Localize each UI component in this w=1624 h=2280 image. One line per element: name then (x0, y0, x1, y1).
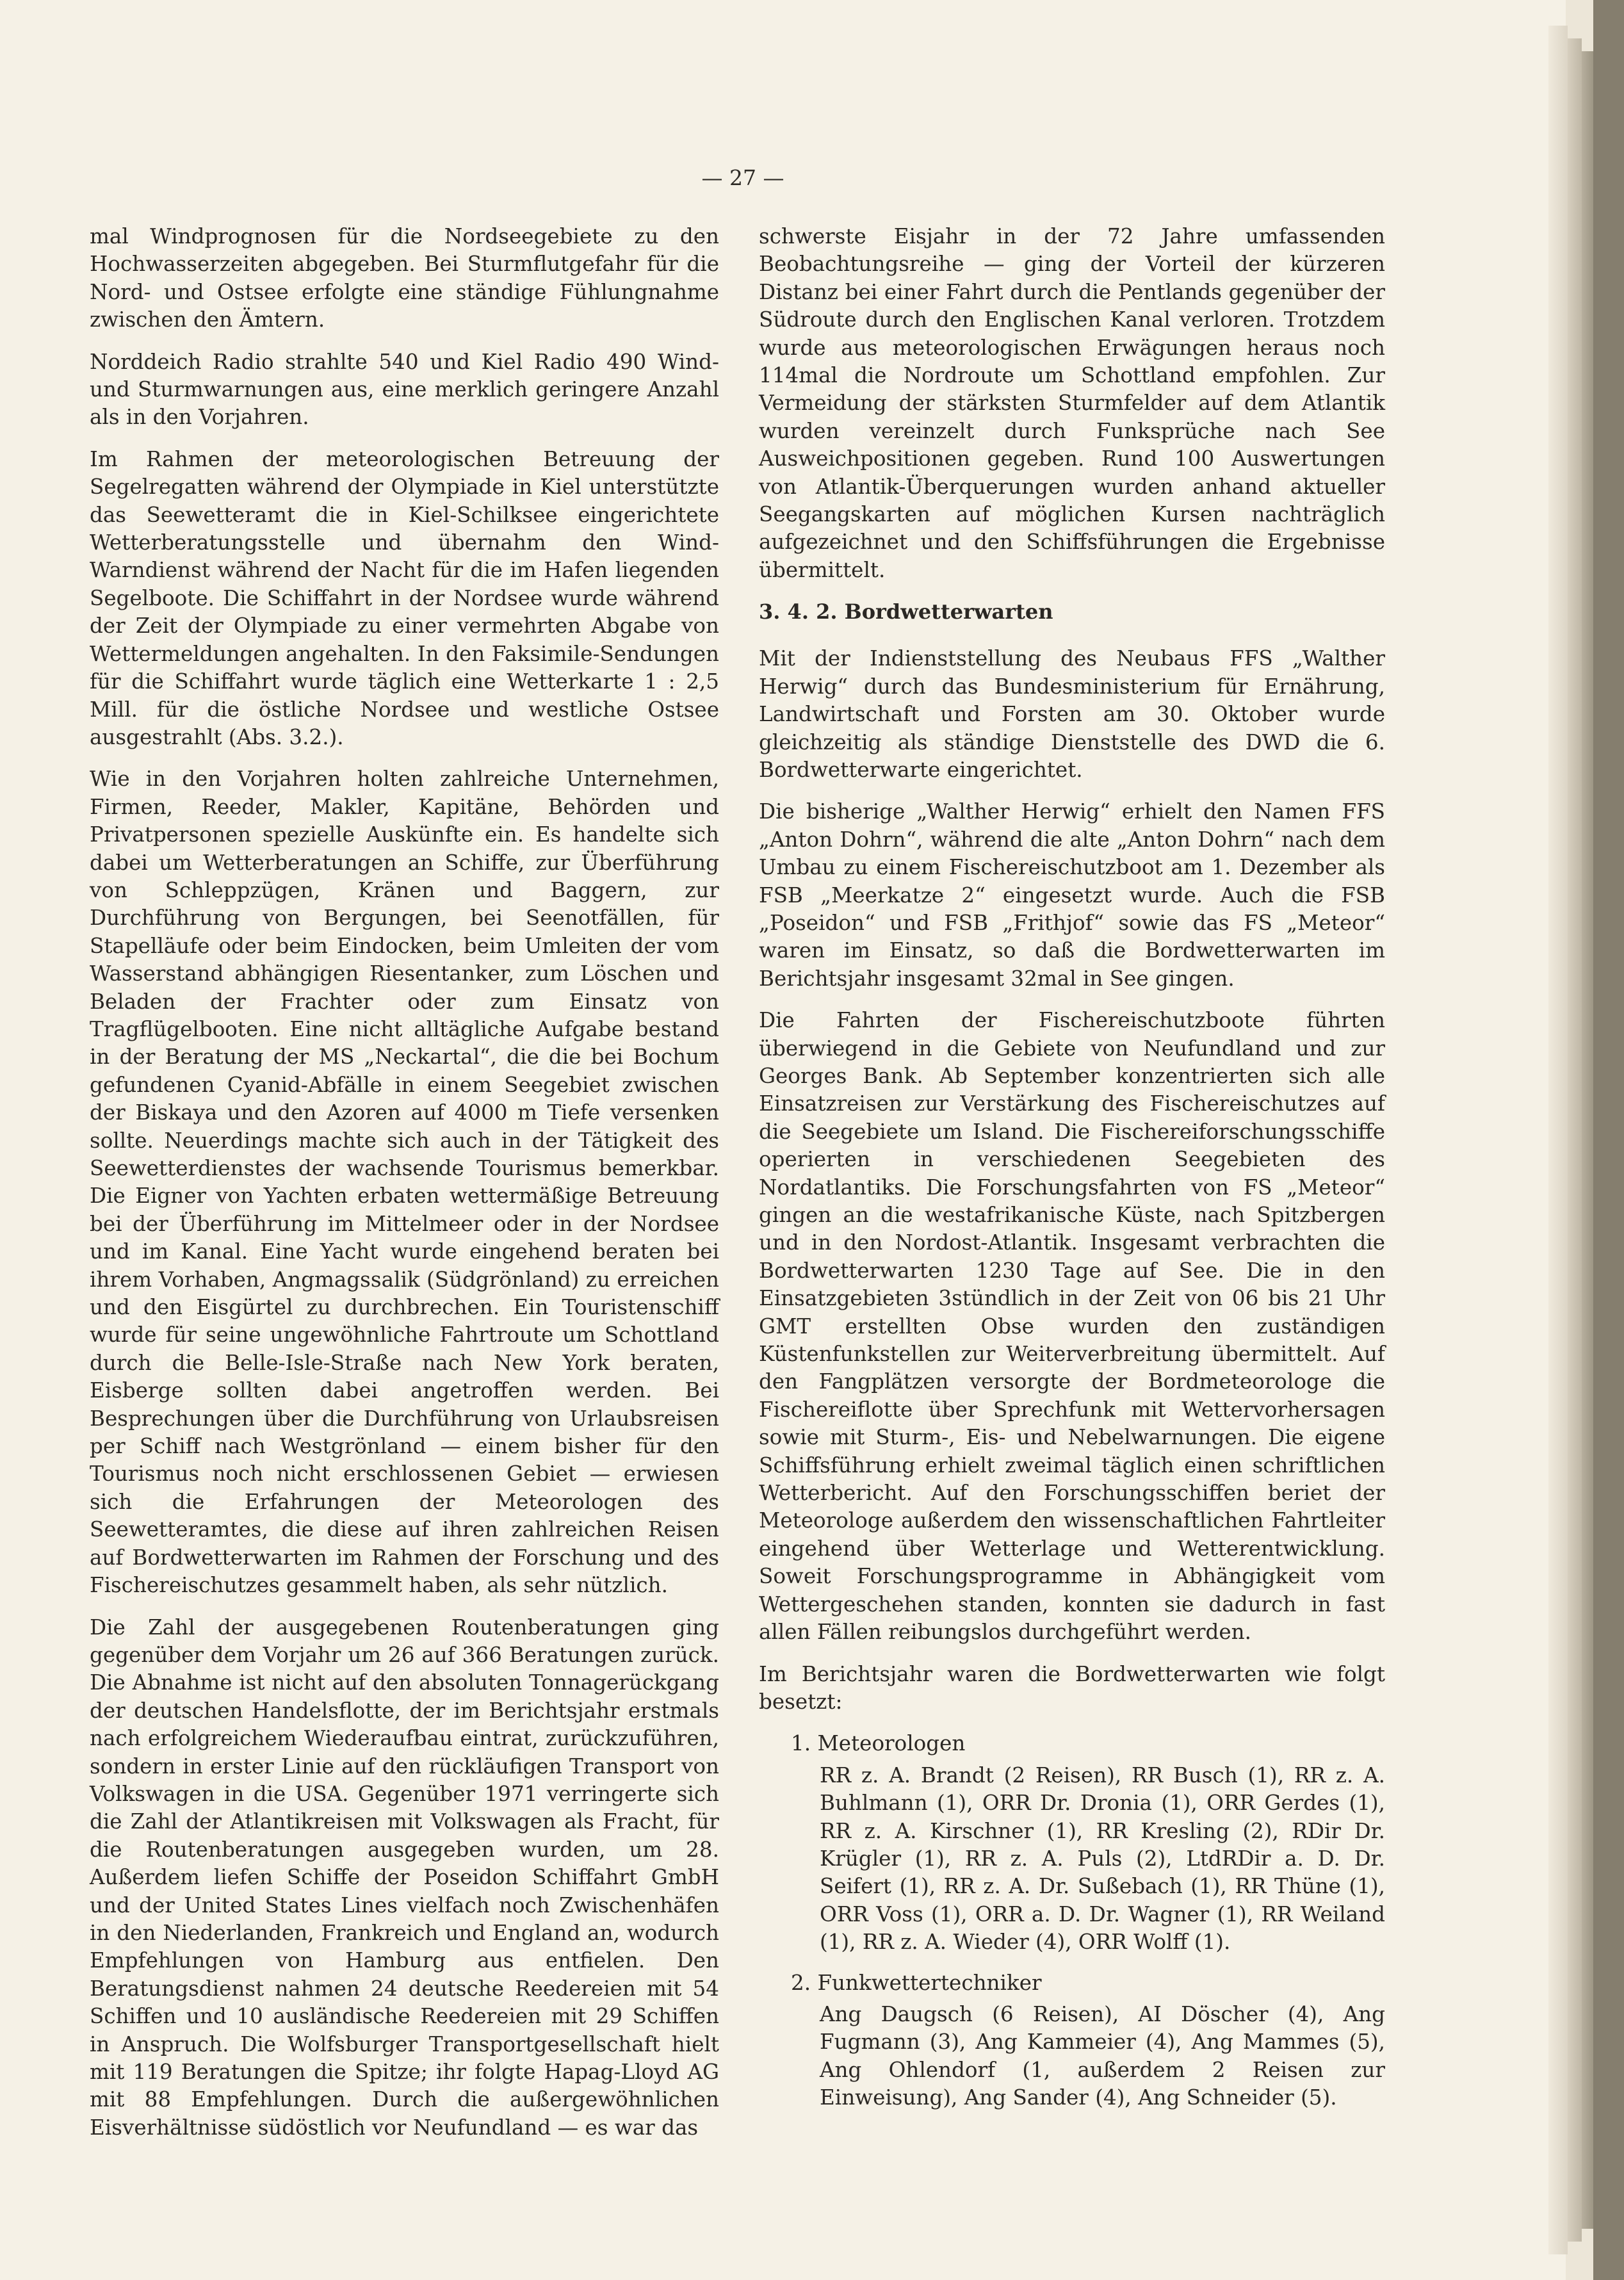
page-edge (1582, 51, 1593, 2229)
paragraph: Im Berichtsjahr waren die Bordwetterwarten wie folgt besetzt: (759, 1661, 1385, 1714)
paragraph: Die Zahl der ausgegebenen Routenberatungen ging gegenüber dem Vorjahr um 26 auf 366 Beratungen zurück. Die Abnahme ist nicht auf den absoluten Tonnagerückgang der deutschen Handelsflotte, der im Berichtsjahr erstmals nach erfolgreichem Wiederaufbau eintrat, zurückzuführen, sondern in erster Linie auf den rückläufigen Transport von Volkswagen in die USA. Gegenüber 1971 verringerte sich die Zahl der Atlantikreisen mit Volkswagen als Fracht, für die Routenberatungen ausgegeben wurden, um 28. Außerdem liefen Schiffe der Poseidon Schiffahrt GmbH und der United States Lines vielfach noch Zwischenhäfen in den Niederlanden, Frankreich und England an, wodurch Empfehlungen von Hamburg aus entfielen. Den Beratungsdienst nahmen 24 deutsche Reedereien mit 54 Schiffen und 10 ausländische Reedereien mit 29 Schiffen in Anspruch. Die Wolfsburger Transportgesellschaft hielt mit 119 Beratungen die Spitze; ihr folgte Hapag-Lloyd AG mit 88 Empfehlungen. Durch die außergewöhnlichen Eisverhältnisse südöstlich vor Neufundland — es war das (90, 1615, 719, 2140)
paragraph: schwerste Eisjahr in der 72 Jahre umfassenden Beobachtungsreihe — ging der Vorteil der kürzeren Distanz bei einer Fahrt durch die Pentlands gegenüber der Südroute durch den Englischen Kanal verloren. Trotzdem wurde aus meteorologischen Erwägungen heraus noch 114mal die Nordroute um Schottland empfohlen. Zur Vermeidung der stärksten Sturmfelder auf dem Atlantik wurden vereinzelt durch Funksprüche nach See Ausweichpositionen gegeben. Rund 100 Auswertungen von Atlantik-Überquerungen wurden anhand aktueller Seegangskarten auf möglichen Kursen nachträglich aufgezeichnet und den Schiffsführungen die Ergebnisse übermittelt. (759, 224, 1385, 582)
list-item-body: Ang Daugsch (6 Reisen), AI Döscher (4), Ang Fugmann (3), Ang Kammeier (4), Ang Mammes (5), Ang Ohlendorf (1, außerdem 2 Reisen zur Einweisung), Ang Sander (4), Ang Schneider (5). (820, 2001, 1385, 2110)
paragraph: Die Fahrten der Fischereischutzboote führten überwiegend in die Gebiete von Neufundland und zur Georges Bank. Ab September konzentrierten sich alle Einsatzreisen zur Verstärkung des Fischereischutzes auf die Seegebiete um Island. Die Fischereiforschungsschiffe operierten in verschiedenen Seegebieten des Nordatlantiks. Die Forschungsfahrten von FS „Meteor“ gingen an die westafrikanische Küste, nach Spitzbergen und in den Nordost-Atlantik. Insgesamt verbrachten die Bordwetterwarten 1230 Tage auf See. Die in den Einsatzgebieten 3stündlich in der Zeit von 06 bis 21 Uhr GMT erstellten Obse wurden den zuständigen Küstenfunkstellen zur Weiterverbreitung übermittelt. Auf den Fangplätzen versorgte der Bordmeteorologe die Fischereiflotte über Sprechfunk mit Wettervorhersagen sowie mit Sturm-, Eis- und Nebelwarnungen. Die eigene Schiffsführung erhielt zweimal täglich einen schriftlichen Wetterbericht. Auf den Forschungsschiffen beriet der Meteorologe außerdem den wissenschaftlichen Fahrtleiter eingehend über Wetterlage und Wetterentwicklung. Soweit Forschungsprogramme in Abhängigkeit vom Wettergeschehen standen, konnten sie dadurch in fast allen Fällen reibungslos durchgeführt werden. (759, 1008, 1385, 1645)
list-item (759, 1730, 1385, 1956)
paragraph: Wie in den Vorjahren holten zahlreiche Unternehmen, Firmen, Reeder, Makler, Kapitäne, Behörden und Privatpersonen spezielle Auskünfte ein. Es handelte sich dabei um Wetterberatungen an Schiffe, zur Überführung von Schleppzügen, Kränen und Baggern, zur Durchführung von Bergungen, bei Seenotfällen, für Stapelläufe oder beim Eindocken, beim Umleiten der vom Wasserstand abhängigen Riesentanker, zum Löschen und Beladen der Frachter oder zum Einsatz von Tragflügelbooten. Eine nicht alltägliche Aufgabe bestand in der Beratung der MS „Neckartal“, die die bei Bochum gefundenen Cyanid-Abfälle in einem Seegebiet zwischen der Biskaya und den Azoren auf 4000 m Tiefe versenken sollte. Neuerdings machte sich auch in der Tätigkeit des Seewetterdienstes der wachsende Tourismus bemerkbar. Die Eigner von Yachten erbaten wettermäßige Betreuung bei der Überführung im Mittelmeer oder in der Nordsee und im Kanal. Eine Yacht wurde eingehend beraten bei ihrem Vorhaben, Angmagssalik (Südgrönland) zu erreichen und den Eisgürtel zu durchbrechen. Ein Touristenschiff wurde für seine ungewöhnliche Fahrtroute um Schottland durch die Belle-Isle-Straße nach New York beraten, Eisberge sollten dabei angetroffen werden. Bei Besprechungen über die Durchführung von Urlaubsreisen per Schiff nach Westgrönland — einem bisher für den Tourismus noch nicht erschlossenen Gebiet — erwiesen sich die Erfahrungen der Meteorologen des Seewetteramtes, die diese auf ihren zahlreichen Reisen auf Bordwetterwarten im Rahmen der Forschung und des Fischereischutzes gesammelt haben, als sehr nützlich. (90, 767, 719, 1598)
list-item-title: 1. Meteorologen (791, 1731, 966, 1756)
scan-border (1593, 0, 1624, 2280)
list-item (759, 1969, 1385, 2112)
page-edge (1548, 26, 1568, 2254)
left-column (90, 223, 719, 2156)
section-heading: 3. 4. 2. Bordwetterwarten (759, 599, 1053, 624)
paragraph: Die bisherige „Walther Herwig“ erhielt den Namen FFS „Anton Dohrn“, während die alte „Anton Dohrn“ nach dem Umbau zu einem Fischereischutzboot am 1. Dezember als FSB „Meerkatze 2“ eingesetzt wurde. Auch die FSB „Poseidon“ und FSB „Frithjof“ sowie das FS „Meteor“ waren im Einsatz, so daß die Bordwetterwarten im Berichtsjahr insgesamt 32mal in See gingen. (759, 799, 1385, 991)
paragraph: Im Rahmen der meteorologischen Betreuung der Segelregatten während der Olympiade in Kiel unterstützte das Seewetteramt die in Kiel-Schilksee eingerichtete Wetterberatungsstelle und übernahm den Wind-Warndienst während der Nacht für die im Hafen liegenden Segelboote. Die Schiffahrt in der Nordsee wurde während der Zeit der Olympiade zu einer vermehrten Abgabe von Wettermeldungen angehalten. In den Faksimile-Sendungen für die Schiffahrt wurde täglich eine Wetterkarte 1 : 2,5 Mill. für die östliche Nordsee und westliche Ostsee ausgestrahlt (Abs. 3.2.). (90, 446, 719, 749)
paragraph: Norddeich Radio strahlte 540 und Kiel Radio 490 Wind- und Sturmwarnungen aus, eine merklich geringere Anzahl als in den Vorjahren. (90, 349, 719, 430)
list-item-title: 2. Funkwettertechniker (791, 1970, 1042, 1995)
list-item-body: RR z. A. Brandt (2 Reisen), RR Busch (1), RR z. A. Buhlmann (1), ORR Dr. Dronia (1), ORR Gerdes (1), RR z. A. Kirschner (1), RR Kresling (2), RDir Dr. Krügler (1), RR z. A. Puls (2), LtdRDir a. D. Dr. Seifert (1), RR z. A. Dr. Sußebach (1), RR Thüne (1), ORR Voss (1), ORR a. D. Dr. Wagner (1), RR Weiland (1), RR z. A. Wieder (4), ORR Wolff (1). (820, 1763, 1385, 1955)
paragraph: mal Windprognosen für die Nordseegebiete zu den Hochwasserzeiten abgegeben. Bei Sturmflutgefahr für die Nord- und Ostsee erfolgte eine ständige Fühlungnahme zwischen den Ämtern. (90, 224, 719, 332)
page-number: — 27 — (701, 165, 784, 190)
right-column (759, 223, 1385, 2125)
page-edge (1568, 38, 1582, 2242)
paragraph: Mit der Indienststellung des Neubaus FFS „Walther Herwig“ durch das Bundesministerium für Ernährung, Landwirtschaft und Forsten am 30. Oktober wurde gleichzeitig als ständige Dienststelle des DWD die 6. Bordwetterwarte eingerichtet. (759, 646, 1385, 782)
